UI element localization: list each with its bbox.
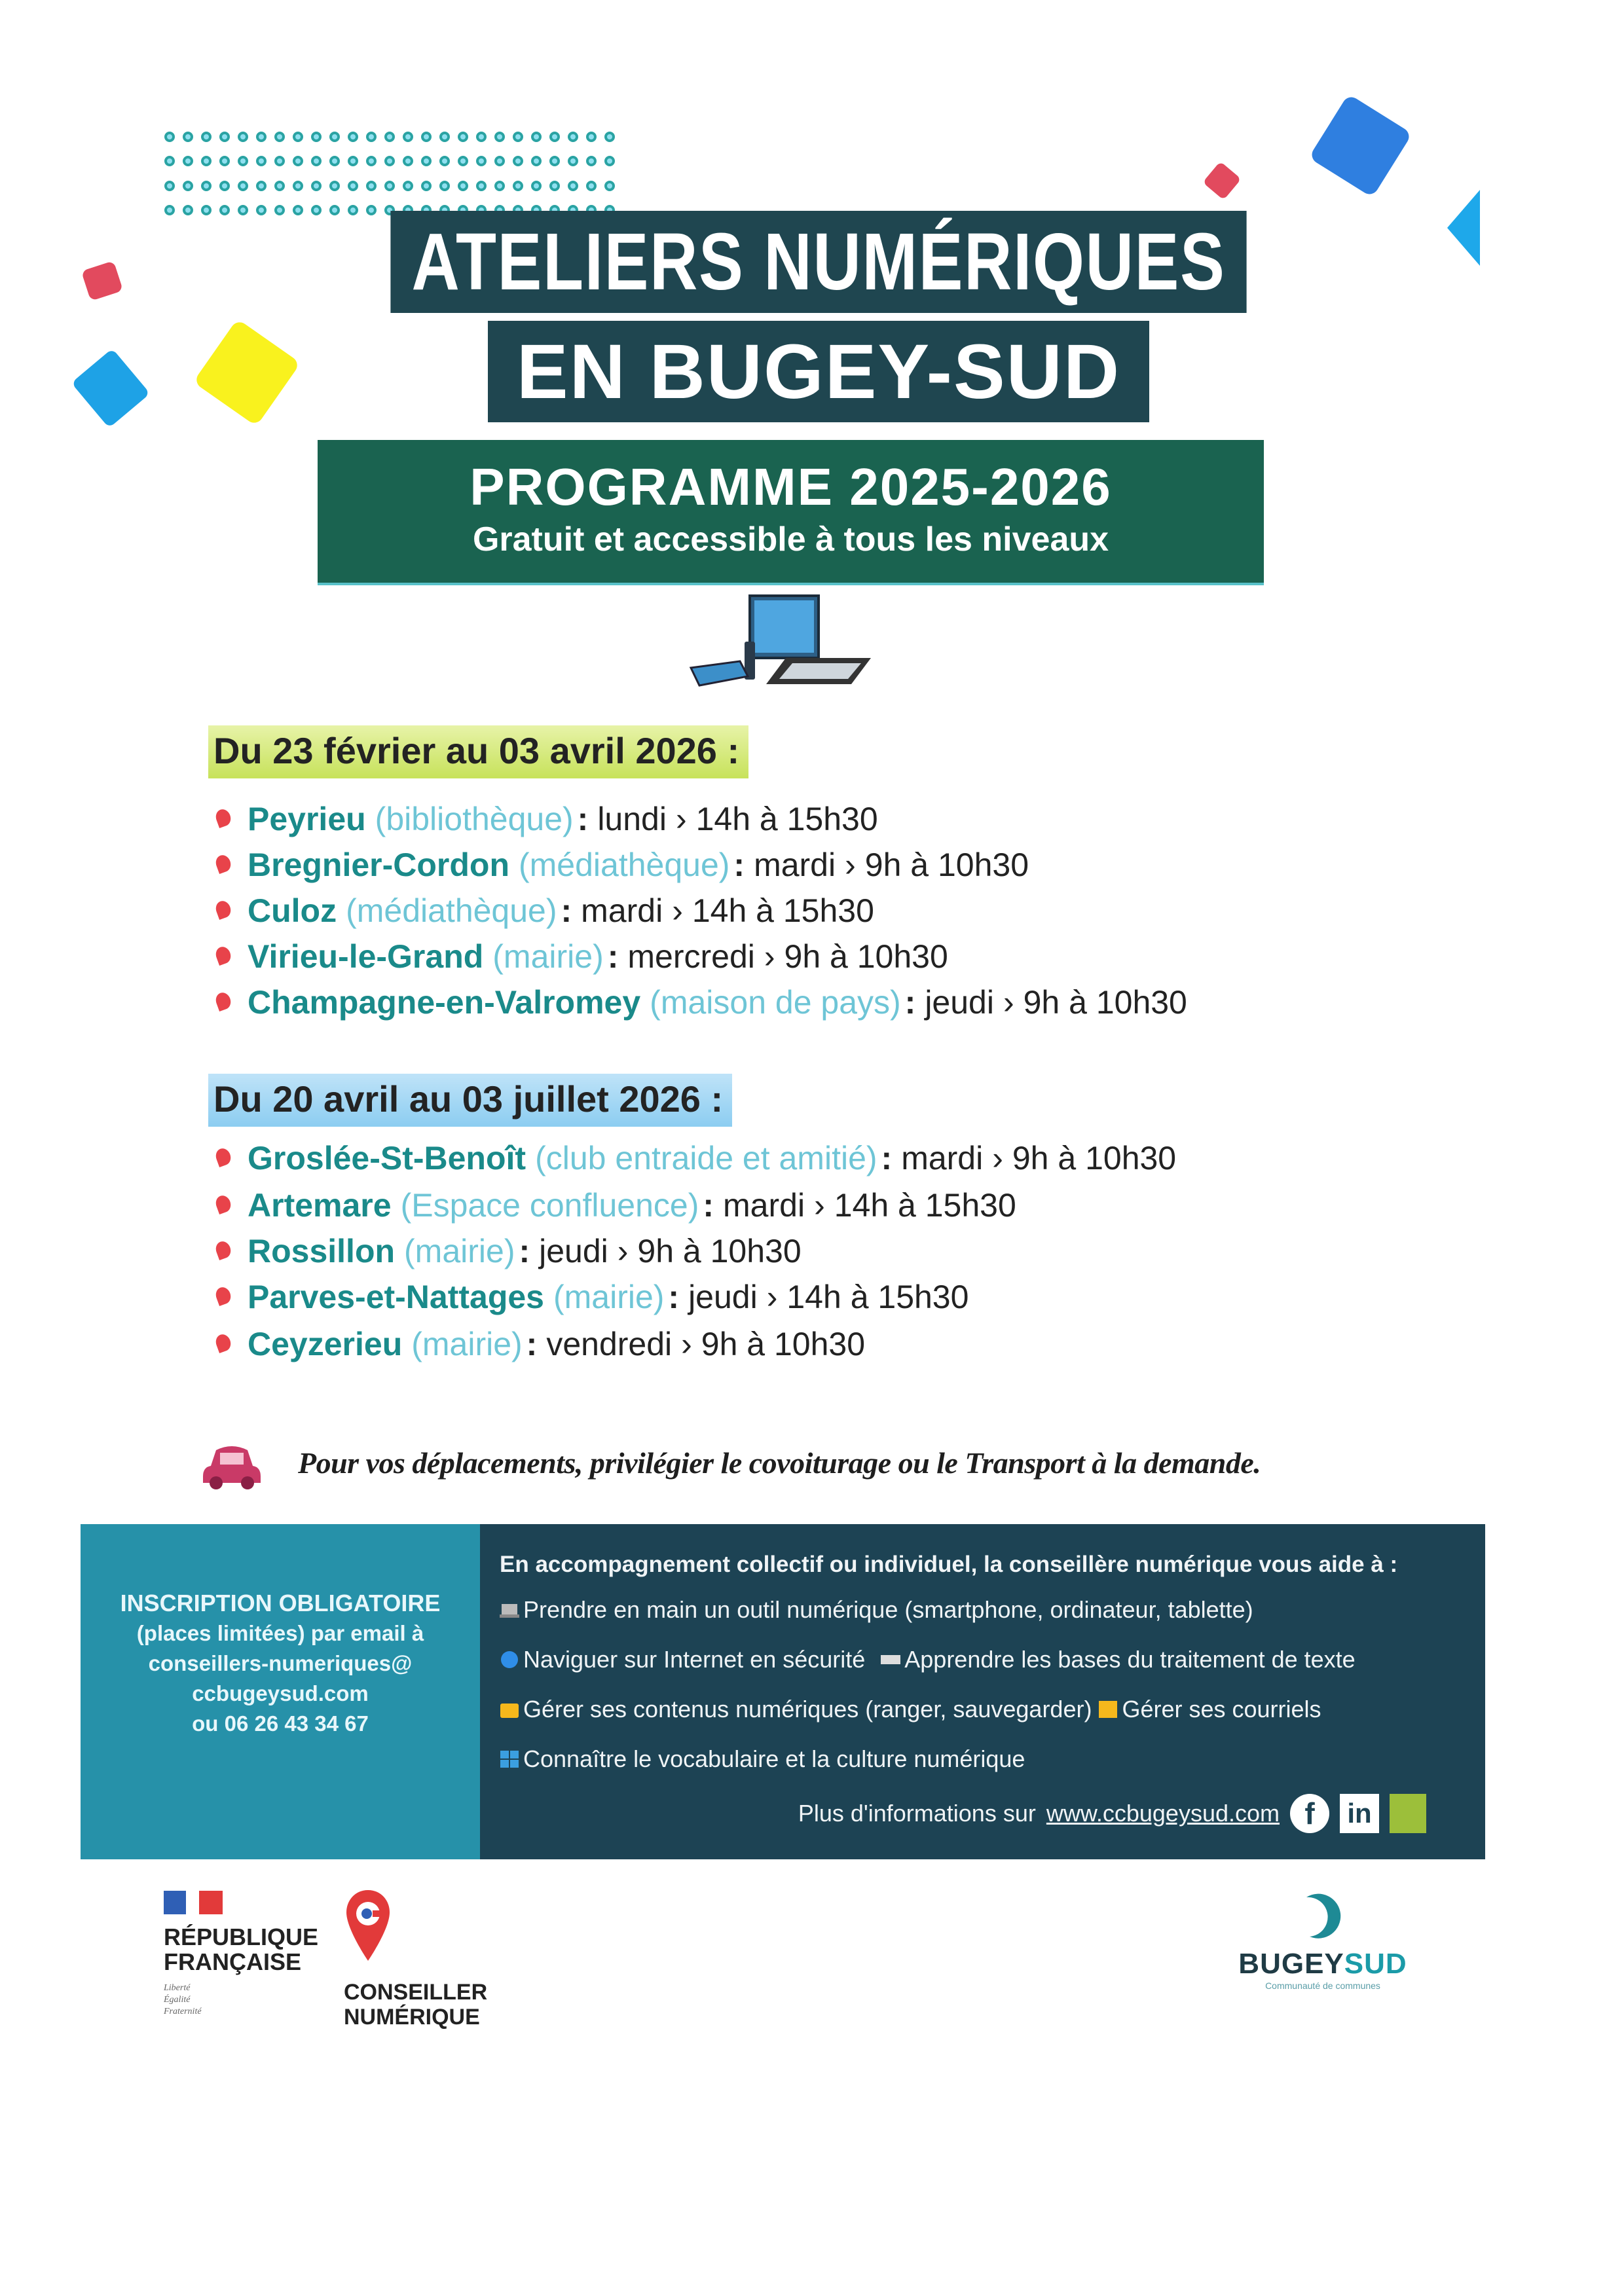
dot xyxy=(238,132,248,142)
dot xyxy=(311,205,322,215)
separator: : xyxy=(607,938,619,975)
time: 14h à 15h30 xyxy=(786,1279,969,1315)
dot xyxy=(604,156,615,166)
dot xyxy=(183,205,193,215)
registration-line: conseillers-numeriques@ xyxy=(148,1651,413,1675)
bullet-icon xyxy=(213,945,233,966)
dot xyxy=(256,156,267,166)
registration-heading: INSCRIPTION OBLIGATOIRE xyxy=(120,1590,441,1616)
venue: (maison de pays) xyxy=(650,984,901,1021)
dot xyxy=(586,181,597,191)
bullet-icon xyxy=(213,807,233,828)
dot xyxy=(201,181,212,191)
republique-francaise-logo: RÉPUBLIQUE FRANÇAISE Liberté Égalité Fraternité xyxy=(164,1891,318,2018)
dot xyxy=(439,156,450,166)
dot xyxy=(274,205,285,215)
town-name: Ceyzerieu xyxy=(248,1326,403,1362)
schedule-item xyxy=(216,1139,1176,1177)
dot xyxy=(329,156,340,166)
time: 9h à 10h30 xyxy=(701,1326,866,1362)
town-name: Parves-et-Nattages xyxy=(248,1279,544,1315)
dot xyxy=(403,156,413,166)
dot xyxy=(476,156,487,166)
venue: (mairie) xyxy=(404,1233,515,1269)
period-1-heading: Du 23 février au 03 avril 2026 : xyxy=(208,725,748,778)
dot xyxy=(348,156,358,166)
schedule-item xyxy=(216,938,948,975)
day: mardi xyxy=(723,1187,805,1224)
dot xyxy=(238,205,248,215)
dot xyxy=(238,156,248,166)
devices-icon xyxy=(688,592,877,687)
day: mardi xyxy=(581,892,663,929)
dot xyxy=(403,132,413,142)
dot xyxy=(458,156,468,166)
bugeysud-logo: BUGEYSUD Communauté de communes xyxy=(1231,1886,1414,1991)
time: 9h à 10h30 xyxy=(637,1233,802,1269)
dot xyxy=(513,181,523,191)
schedule-item xyxy=(216,1232,802,1270)
dot xyxy=(531,132,542,142)
programme-title: PROGRAMME 2025-2026 xyxy=(470,458,1112,516)
day: jeudi xyxy=(925,984,994,1021)
dot xyxy=(274,132,285,142)
dot xyxy=(311,132,322,142)
dot xyxy=(164,132,175,142)
venue: (mairie) xyxy=(553,1279,665,1315)
folder-icon xyxy=(500,1698,519,1721)
day: mardi xyxy=(754,847,836,883)
bullet-icon xyxy=(213,1146,233,1167)
day: mardi xyxy=(901,1140,984,1176)
dot xyxy=(348,205,358,215)
time: 9h à 10h30 xyxy=(1012,1140,1177,1176)
venue: (mairie) xyxy=(411,1326,523,1362)
dot xyxy=(439,181,450,191)
dot xyxy=(421,156,432,166)
separator: : xyxy=(733,847,745,883)
dot xyxy=(293,156,303,166)
dot xyxy=(421,132,432,142)
time: 14h à 15h30 xyxy=(692,892,874,929)
dot xyxy=(586,156,597,166)
separator: : xyxy=(668,1279,680,1315)
registration-box xyxy=(81,1524,480,1859)
vocabulary-icon xyxy=(500,1748,519,1770)
bullet-icon xyxy=(213,853,233,874)
dot xyxy=(494,181,505,191)
arrow-icon: › xyxy=(1003,984,1014,1021)
dot xyxy=(238,181,248,191)
dot xyxy=(366,156,377,166)
separator: : xyxy=(519,1233,530,1269)
dot xyxy=(531,156,542,166)
registration-line: (places limitées) par email à xyxy=(136,1621,424,1645)
town-name: Champagne-en-Valromey xyxy=(248,984,641,1021)
title-banner-1 xyxy=(390,211,1246,313)
dot xyxy=(421,181,432,191)
dot xyxy=(293,132,303,142)
dot xyxy=(458,132,468,142)
time: 14h à 15h30 xyxy=(695,801,878,837)
dot xyxy=(164,156,175,166)
dot xyxy=(201,205,212,215)
dot xyxy=(274,181,285,191)
day: vendredi xyxy=(546,1326,673,1362)
separator: : xyxy=(561,892,572,929)
dot xyxy=(513,156,523,166)
dot xyxy=(586,132,597,142)
dot-grid-decoration xyxy=(160,124,619,223)
programme-box xyxy=(318,440,1264,583)
decor-red-square xyxy=(1202,161,1241,200)
period-2-heading: Du 20 avril au 03 juillet 2026 : xyxy=(208,1074,732,1127)
dot xyxy=(494,156,505,166)
registration-line: ou 06 26 43 34 67 xyxy=(192,1711,369,1736)
dot xyxy=(549,181,560,191)
mail-icon xyxy=(1098,1698,1118,1721)
dot xyxy=(274,156,285,166)
dot xyxy=(219,132,230,142)
dot xyxy=(348,181,358,191)
registration-line: ccbugeysud.com xyxy=(192,1681,369,1705)
town-name: Culoz xyxy=(248,892,337,929)
dot xyxy=(384,156,395,166)
day: lundi xyxy=(597,801,667,837)
dot xyxy=(201,132,212,142)
dot xyxy=(604,132,615,142)
dot xyxy=(439,132,450,142)
dot xyxy=(256,132,267,142)
dot xyxy=(549,132,560,142)
dot xyxy=(494,132,505,142)
venue: (bibliothèque) xyxy=(375,801,574,837)
support-item: Naviguer sur Internet en sécurité Apprendre les bases du traitement de texte xyxy=(500,1646,1356,1673)
separator: : xyxy=(881,1140,893,1176)
bullet-icon xyxy=(213,1285,233,1306)
globe-icon xyxy=(500,1649,519,1671)
separator: : xyxy=(703,1187,714,1224)
arrow-icon: › xyxy=(672,892,683,929)
dot xyxy=(219,181,230,191)
conseiller-numerique-logo: CONSEILLER NUMÉRIQUE xyxy=(344,1889,487,2030)
dot xyxy=(329,132,340,142)
dot xyxy=(384,132,395,142)
dot xyxy=(219,205,230,215)
arrow-icon: › xyxy=(681,1326,692,1362)
day: jeudi xyxy=(688,1279,758,1315)
dot xyxy=(384,181,395,191)
schedule-item xyxy=(216,892,874,930)
venue: (mairie) xyxy=(492,938,604,975)
keyboard-icon xyxy=(881,1649,900,1671)
title-banner-2 xyxy=(488,321,1149,422)
arrow-icon: › xyxy=(992,1140,1003,1176)
schedule-item xyxy=(216,1186,1016,1224)
town-name: Bregnier-Cordon xyxy=(248,847,509,883)
dot xyxy=(293,205,303,215)
venue: (Espace confluence) xyxy=(400,1187,699,1224)
laptop-icon xyxy=(500,1599,519,1621)
day: jeudi xyxy=(539,1233,608,1269)
dot xyxy=(568,132,578,142)
car-icon xyxy=(202,1444,262,1491)
dot xyxy=(568,181,578,191)
facebook-icon[interactable]: f xyxy=(1290,1794,1329,1833)
support-box xyxy=(500,1524,1485,1859)
schedule-item xyxy=(216,846,1029,884)
support-item: Gérer ses contenus numériques (ranger, sauvegarder) Gérer ses courriels xyxy=(500,1696,1321,1723)
arrow-icon: › xyxy=(814,1187,825,1224)
transport-note: Pour vos déplacements, privilégier le covoiturage ou le Transport à la demande. xyxy=(298,1446,1261,1480)
dot xyxy=(183,156,193,166)
separator: : xyxy=(526,1326,538,1362)
town-name: Groslée-St-Benoît xyxy=(248,1140,526,1176)
dot xyxy=(476,181,487,191)
arrow-icon: › xyxy=(845,847,856,883)
dot xyxy=(164,205,175,215)
dot xyxy=(311,181,322,191)
separator: : xyxy=(904,984,916,1021)
french-flag-icon xyxy=(164,1891,223,1914)
town-name: Virieu-le-Grand xyxy=(248,938,484,975)
schedule-item xyxy=(216,800,878,838)
schedule-item xyxy=(216,983,1187,1021)
dot xyxy=(201,156,212,166)
app-icon[interactable] xyxy=(1390,1794,1426,1833)
dot xyxy=(183,132,193,142)
dot xyxy=(256,181,267,191)
town-name: Peyrieu xyxy=(248,801,366,837)
bugeysud-swirl-icon xyxy=(1293,1886,1352,1944)
town-name: Rossillon xyxy=(248,1233,396,1269)
arrow-icon: › xyxy=(766,1279,778,1315)
schedule-item xyxy=(216,1278,969,1316)
venue: (médiathèque) xyxy=(346,892,557,929)
dot xyxy=(403,181,413,191)
time: 9h à 10h30 xyxy=(784,938,948,975)
linkedin-icon[interactable]: in xyxy=(1340,1794,1379,1833)
time: 9h à 10h30 xyxy=(864,847,1029,883)
bullet-icon xyxy=(213,899,233,920)
dot xyxy=(366,132,377,142)
page-subtitle: EN BUGEY-SUD xyxy=(516,328,1121,415)
dot xyxy=(531,181,542,191)
arrow-icon: › xyxy=(675,801,687,837)
dot xyxy=(513,132,523,142)
bullet-icon xyxy=(213,1332,233,1353)
support-item: Connaître le vocabulaire et la culture numérique xyxy=(500,1745,1025,1773)
dot xyxy=(604,181,615,191)
arrow-icon: › xyxy=(617,1233,629,1269)
decor-red-square-left xyxy=(81,261,123,301)
dot xyxy=(311,156,322,166)
decor-blue-shape-left xyxy=(71,348,151,428)
decor-blue-square xyxy=(1308,94,1412,197)
dot xyxy=(458,181,468,191)
bullet-icon xyxy=(213,991,233,1011)
time: 9h à 10h30 xyxy=(1023,984,1187,1021)
support-item: Prendre en main un outil numérique (smartphone, ordinateur, tablette) xyxy=(500,1596,1253,1624)
dot xyxy=(164,181,175,191)
dot xyxy=(476,132,487,142)
programme-tagline: Gratuit et accessible à tous les niveaux xyxy=(472,520,1109,558)
dot xyxy=(329,181,340,191)
dot xyxy=(366,205,377,215)
decor-cyan-halfdiamond xyxy=(1447,190,1480,266)
dot xyxy=(549,156,560,166)
dot xyxy=(329,205,340,215)
bullet-icon xyxy=(213,1239,233,1260)
dot xyxy=(568,156,578,166)
time: 14h à 15h30 xyxy=(834,1187,1016,1224)
schedule-item xyxy=(216,1325,865,1363)
separator: : xyxy=(577,801,589,837)
support-heading: En accompagnement collectif ou individuel, la conseillère numérique vous aide à : xyxy=(500,1552,1398,1577)
dot xyxy=(183,181,193,191)
map-pin-icon xyxy=(345,1889,391,1967)
venue: (club entraide et amitié) xyxy=(535,1140,877,1176)
venue: (médiathèque) xyxy=(519,847,730,883)
dot xyxy=(219,156,230,166)
dot xyxy=(293,181,303,191)
bullet-icon xyxy=(213,1194,233,1214)
dot xyxy=(256,205,267,215)
info-panel xyxy=(81,1524,1485,1859)
dot xyxy=(348,132,358,142)
town-name: Artemare xyxy=(248,1187,392,1224)
page-title: ATELIERS NUMÉRIQUES xyxy=(411,216,1226,308)
more-info: Plus d'informations sur www.ccbugeysud.com f in xyxy=(798,1794,1426,1833)
day: mercredi xyxy=(627,938,755,975)
dot xyxy=(366,181,377,191)
decor-yellow-square xyxy=(193,319,301,426)
arrow-icon: › xyxy=(764,938,775,975)
website-link[interactable]: www.ccbugeysud.com xyxy=(1046,1800,1280,1827)
